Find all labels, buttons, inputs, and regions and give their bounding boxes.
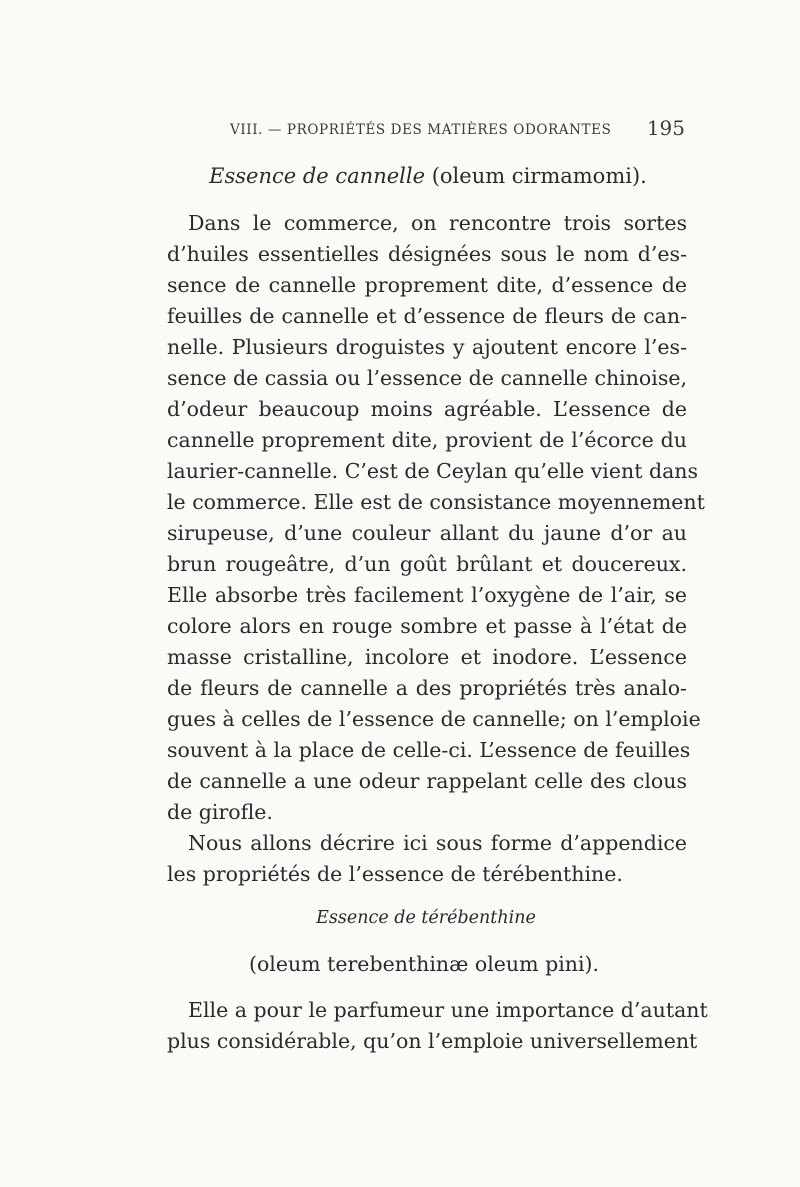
text-line: masse cristalline, incolore et inodore. L’essence <box>167 645 687 669</box>
text-line: Elle a pour le parfumeur une importance d’autant <box>188 998 708 1022</box>
text-line: Dans le commerce, on rencontre trois sortes <box>188 211 687 235</box>
text-line: le commerce. Elle est de consistance moyennement <box>167 490 705 514</box>
text-line: colore alors en rouge sombre et passe à l’état de <box>167 614 687 638</box>
text-line: sence de cassia ou l’essence de cannelle chinoise, <box>167 366 687 390</box>
text-line: brun rougeâtre, d’un goût brûlant et doucereux. <box>167 552 687 576</box>
text-line: Elle absorbe très facilement l’oxygène de l’air, se <box>167 583 687 607</box>
text-line: plus considérable, qu’on l’emploie universellement <box>167 1029 698 1053</box>
section-heading-latin: (oleum cirmamomi). <box>431 164 647 188</box>
page-number: 195 <box>646 116 685 140</box>
section-heading-italic: Essence de térébenthine <box>316 908 536 928</box>
text-line: d’odeur beaucoup moins agréable. L’essence de <box>167 397 687 421</box>
section-heading-cannelle <box>28 164 800 188</box>
text-line: d’huiles essentielles désignées sous le nom d’es- <box>167 242 687 266</box>
text-line: Nous allons décrire ici sous forme d’appendice <box>188 831 687 855</box>
text-line: nelle. Plusieurs droguistes y ajoutent encore l’es- <box>167 335 687 359</box>
text-line: feuilles de cannelle et d’essence de fleurs de can- <box>167 304 687 328</box>
text-line: souvent à la place de celle-ci. L’essence de feuilles <box>167 738 691 762</box>
text-line: laurier-cannelle. C’est de Ceylan qu’elle vient dans <box>167 459 699 483</box>
text-line: de fleurs de cannelle a des propriétés très analo- <box>167 676 687 700</box>
text-line: cannelle proprement dite, provient de l’écorce du <box>167 428 687 452</box>
section-subheading-latin: (oleum terebenthinæ oleum pini). <box>248 952 600 976</box>
text-line: de girofle. <box>167 800 273 824</box>
section-heading-terebenthine <box>26 908 800 928</box>
text-line: de cannelle a une odeur rappelant celle des clous <box>167 769 687 793</box>
text-line: sirupeuse, d’une couleur allant du jaune d’or au <box>167 521 687 545</box>
running-title: VIII. — PROPRIÉTÉS DES MATIÈRES ODORANTES <box>230 122 612 138</box>
running-head <box>230 116 685 144</box>
text-line: sence de cannelle proprement dite, d’essence de <box>167 273 687 297</box>
text-line: les propriétés de l’essence de térébenthine. <box>167 862 623 886</box>
text-line: gues à celles de l’essence de cannelle; on l’emploie <box>167 707 701 731</box>
section-heading-italic: Essence de cannelle <box>209 164 426 188</box>
